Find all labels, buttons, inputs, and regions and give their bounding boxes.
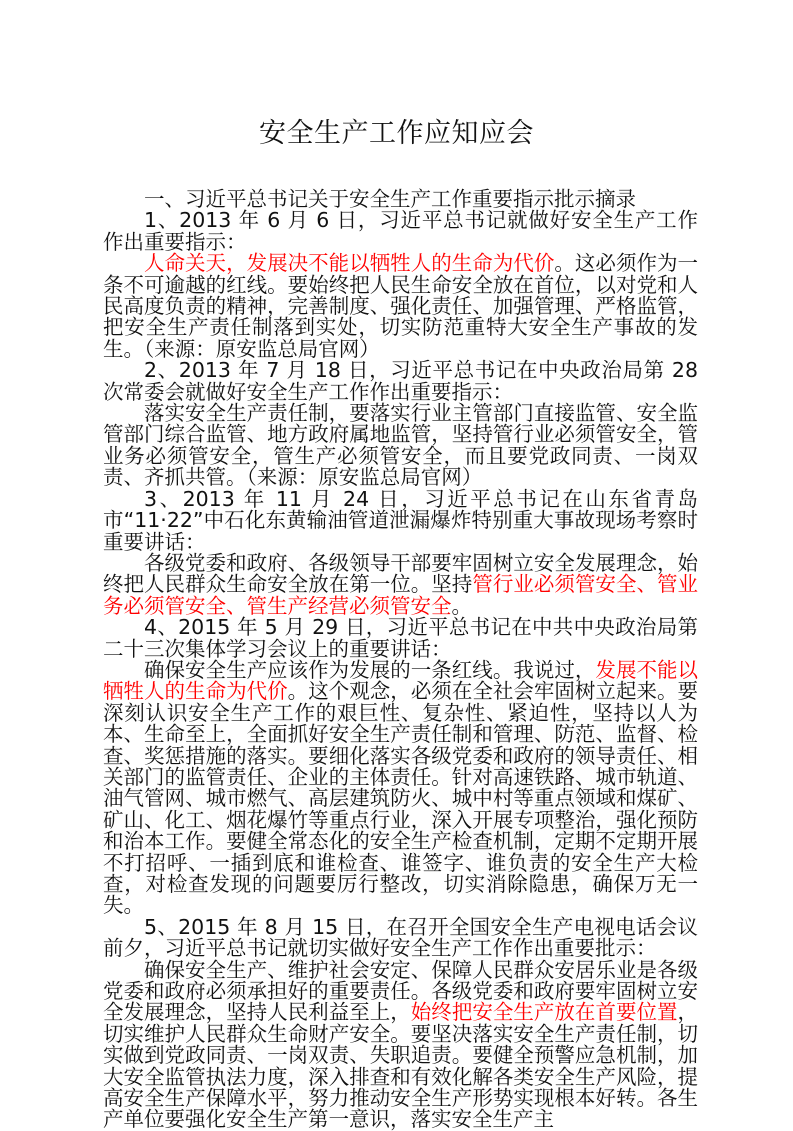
text-run: 3、2013 年 11 月 24 日，习近平总书记在山东省青岛市“11·22”中石化东黄输油管道泄漏爆炸特别重大事故现场考察时重要讲话： xyxy=(103,486,698,554)
text-run: 。这个观念，必须在全社会牢固树立起来。要深刻认识安全生产工作的艰巨性、复杂性、紧迫性，坚持以人为本、生命至上，全面抓好安全生产责任制和管理、防范、监督、检查、奖惩措施的落实。要细化落实各级党委和政府的领导责任、相关部门的监管责任、企业的主体责任。针对高速铁路、城市轨道、油气管网、城市燃气、高层建筑防火、城中村等重点领域和煤矿、矿山、化工、烟花爆竹等重点行业，深入开展专项整治，强化预防和治本工作。要健全常态化的安全生产检查机制，定期不定期开展不打招呼、一插到底和谁检查、谁签字、谁负责的安全生产大检查，对检查发现的问题要厉行整改，切实消除隐患，确保万无一失。 xyxy=(103,679,699,918)
paragraph xyxy=(103,914,698,961)
paragraph xyxy=(103,403,698,489)
text-run: 一、习近平总书记关于安全生产工作重要指示批示摘录 xyxy=(144,187,636,211)
highlighted-text: 发展不能以牺牲人的生命为代价 xyxy=(103,657,698,704)
text-run: 。这必须作为一条不可逾越的红线。要始终把人民生命安全放在首位，以对党和人民高度负责的精神，完善制度、强化责任、加强管理、严格监管，把安全生产责任制落到实处，切实防范重特大安全生产事故的发生。（来源：原安监总局官网） xyxy=(103,251,699,361)
text-run: 2、2013 年 7 月 18 日，习近平总书记在中央政治局第 28 次常委会就做好安全生产工作作出重要指示： xyxy=(103,358,698,404)
paragraph xyxy=(103,657,699,918)
text-run: 1、2013 年 6 月 6 日，习近平总书记就做好安全生产工作作出重要指示： xyxy=(103,208,698,254)
text-run: 4、2015 年 5 月 29 日，习近平总书记在中共中央政治局第二十三次集体学习会议上的重要讲话： xyxy=(103,615,698,661)
paragraph xyxy=(103,550,699,618)
paragraph xyxy=(103,253,698,360)
paragraph xyxy=(103,957,699,1131)
paragraph xyxy=(103,486,698,554)
text-run: 各级党委和政府、各级领导干部要牢固树立安全发展理念，始终把人民群众生命安全放在第一位。坚持 xyxy=(103,550,698,597)
highlighted-text: 始终把安全生产放在首要位置 xyxy=(410,1000,678,1025)
text-run: 落实安全生产责任制，要落实行业主管部门直接监管、安全监管部门综合监管、地方政府属地监管，坚持管行业必须管安全，管业务必须管安全，管生产必须管安全，而且要党政同责、一岗双责、齐抓共管。（来源：原安监总局官网） xyxy=(103,401,698,490)
text-run: 确保安全生产应该作为发展的一条红线。我说过， xyxy=(144,657,596,682)
highlighted-text: 人命关天，发展决不能以牺牲人的生命为代价 xyxy=(144,251,555,276)
text-run: 确保安全生产、维护社会安定、保障人民群众安居乐业是各级党委和政府必须承担好的重要责任。各级党委和政府要牢固树立安全发展理念，坚持人民利益至上， xyxy=(103,957,698,1025)
paragraph xyxy=(103,210,698,253)
document-body xyxy=(103,189,698,1131)
paragraph xyxy=(103,617,698,660)
paragraph xyxy=(103,360,698,403)
document-title: 安全生产工作应知应会 xyxy=(259,118,534,149)
highlighted-text: 管行业必须管安全、管业务必须管安全、管生产经营必须管安全 xyxy=(103,572,699,618)
text-run: ，切实维护人民群众生命财产安全。要坚决落实安全生产责任制，切实做到党政同责、一岗双责、失职追责。要健全预警应急机制，加大安全监管执法力度，深入排查和有效化解各类安全生产风险，提高安全生产保障水平，努力推动安全生产形势实现根本好转。各生产单位要强化安全生产第一意识，落实安全生产主 xyxy=(103,1000,699,1131)
section-heading xyxy=(103,189,698,210)
text-run: 5、2015 年 8 月 15 日，在召开全国安全生产电视电话会议前夕，习近平总书记就切实做好安全生产工作作出重要批示： xyxy=(103,914,698,961)
text-run: 。 xyxy=(451,593,472,618)
